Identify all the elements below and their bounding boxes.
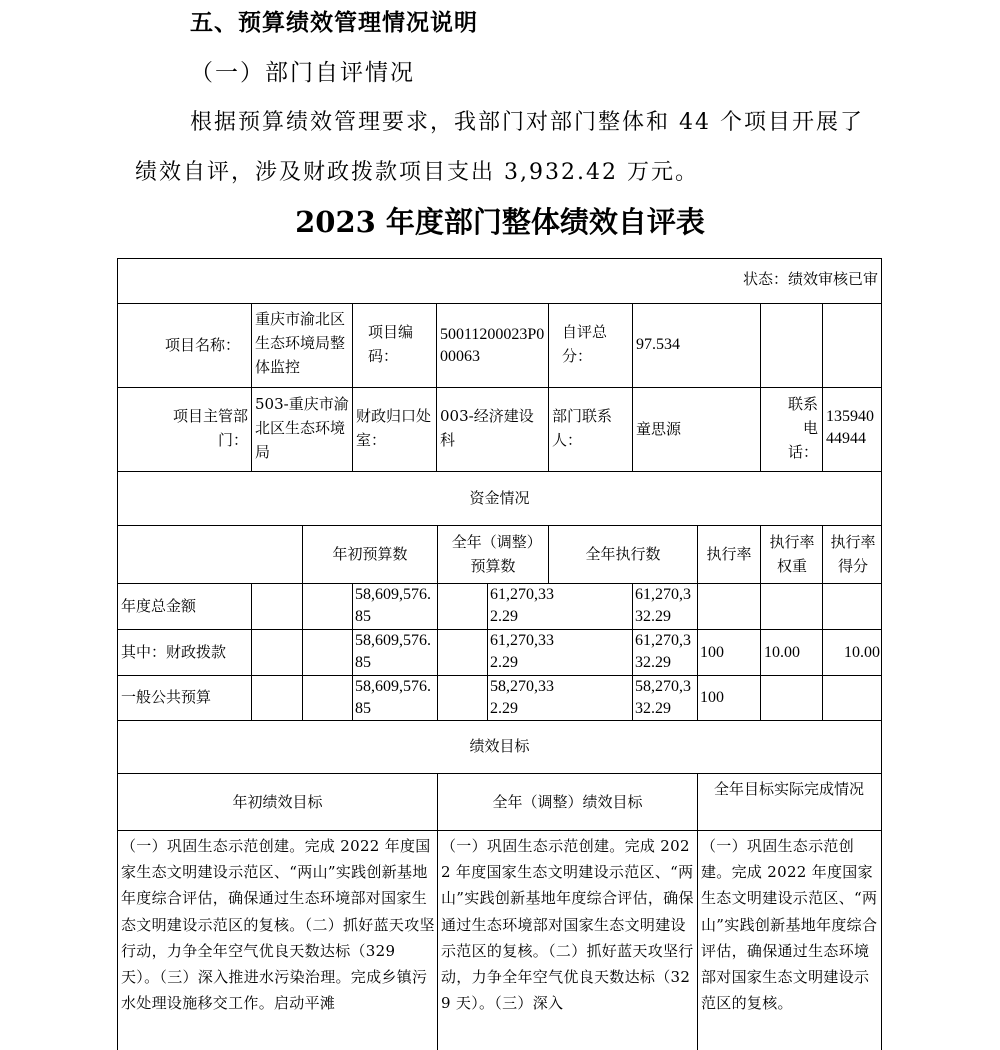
funds-row-executed: 61,270,332.29 — [635, 586, 691, 625]
funds-row-rate: 100 — [700, 689, 724, 706]
funds-header-executed: 全年执行数 — [585, 545, 661, 563]
funds-header-initial: 年初预算数 — [332, 545, 408, 563]
project-code: 50011200023P000063 — [440, 326, 545, 365]
funds-section-title: 资金情况 — [469, 489, 530, 507]
self-score-label: 自评总分： — [562, 323, 608, 365]
funds-row-adjusted: 61,270,332.29 — [490, 632, 554, 671]
funds-row-executed: 58,270,332.29 — [635, 678, 691, 717]
funds-row-adjusted: 61,270,332.29 — [490, 586, 554, 625]
funds-header-adjusted: 全年（调整）预算数 — [451, 533, 535, 575]
intro-paragraph: 根据预算绩效管理要求，我部门对部门整体和 44 个项目开展了绩效自评，涉及财政拨款项目支出 3,932.42 万元。 — [135, 110, 864, 185]
project-code-label: 项目编码： — [368, 323, 414, 365]
subsection-heading: （一）部门自评情况 — [190, 60, 415, 86]
section-heading: 五、预算绩效管理情况说明 — [190, 9, 478, 36]
funds-row-initial: 58,609,576.85 — [355, 678, 431, 717]
phone-label: 联系电话： — [787, 395, 818, 461]
goals-header-initial: 年初绩效目标 — [232, 793, 323, 811]
goals-header-actual: 全年目标实际完成情况 — [713, 780, 864, 798]
project-name: 重庆市渝北区生态环境局整体监控 — [255, 310, 346, 376]
funds-row-adjusted: 58,270,332.29 — [490, 678, 554, 717]
goal-actual-text: （一）巩固生态示范创建。完成 2022 年度国家生态文明建设示范区、“两山”实践创新基地年度综合评估，确保通过生态环境部对国家生态文明建设示范区的复核。 — [701, 837, 878, 1013]
funds-row-initial: 58,609,576.85 — [355, 586, 431, 625]
funds-row-label: 一般公共预算 — [121, 688, 212, 706]
finance-office-label: 财政归口处室： — [356, 407, 432, 449]
goals-header-adjusted: 全年（调整）绩效目标 — [492, 793, 643, 811]
audit-status: 状态：绩效审核已审 — [742, 270, 878, 288]
funds-row-label: 年度总金额 — [121, 597, 197, 615]
funds-header-rate: 执行率 — [706, 545, 752, 563]
funds-header-weight: 执行率权重 — [769, 533, 815, 575]
self-score: 97.534 — [636, 336, 680, 353]
finance-office: 003-经济建设科 — [440, 407, 534, 449]
contact-name: 童思源 — [636, 420, 682, 438]
table-title: 2023 年度部门整体绩效自评表 — [295, 205, 705, 239]
funds-row-score: 10.00 — [844, 644, 880, 661]
funds-row-executed: 61,270,332.29 — [635, 632, 691, 671]
funds-row-rate: 100 — [700, 644, 724, 661]
phone-number: 13594044944 — [826, 408, 874, 447]
goal-initial-text: （一）巩固生态示范创建。完成 2022 年度国家生态文明建设示范区、“两山”实践创新基地年度综合评估，确保通过生态环境部对国家生态文明建设示范区的复核。（二）抓好蓝天攻坚行动，力争全年空气优良天数达标（329 天）。（三）深入推进水污染治理。完成乡镇污水处理设施移交工作。启动平滩 — [121, 837, 435, 1013]
dept-label: 项目主管部门： — [172, 407, 248, 449]
funds-row-label: 其中：财政拨款 — [121, 643, 227, 661]
contact-label: 部门联系人： — [552, 407, 613, 449]
project-name-label: 项目名称： — [164, 336, 240, 354]
funds-row-weight: 10.00 — [764, 644, 800, 661]
goals-section-title: 绩效目标 — [469, 737, 530, 755]
funds-header-score: 执行率得分 — [830, 533, 876, 575]
funds-row-initial: 58,609,576.85 — [355, 632, 431, 671]
dept-name: 503-重庆市渝北区生态环境局 — [255, 395, 349, 461]
goal-adjusted-text: （一）巩固生态示范创建。完成 2022 年度国家生态文明建设示范区、“两山”实践创新基地年度综合评估，确保通过生态环境部对国家生态文明建设示范区的复核。（二）抓好蓝天攻坚行动，力争全年空气优良天数达标（329 天）。（三）深入 — [441, 837, 694, 1013]
